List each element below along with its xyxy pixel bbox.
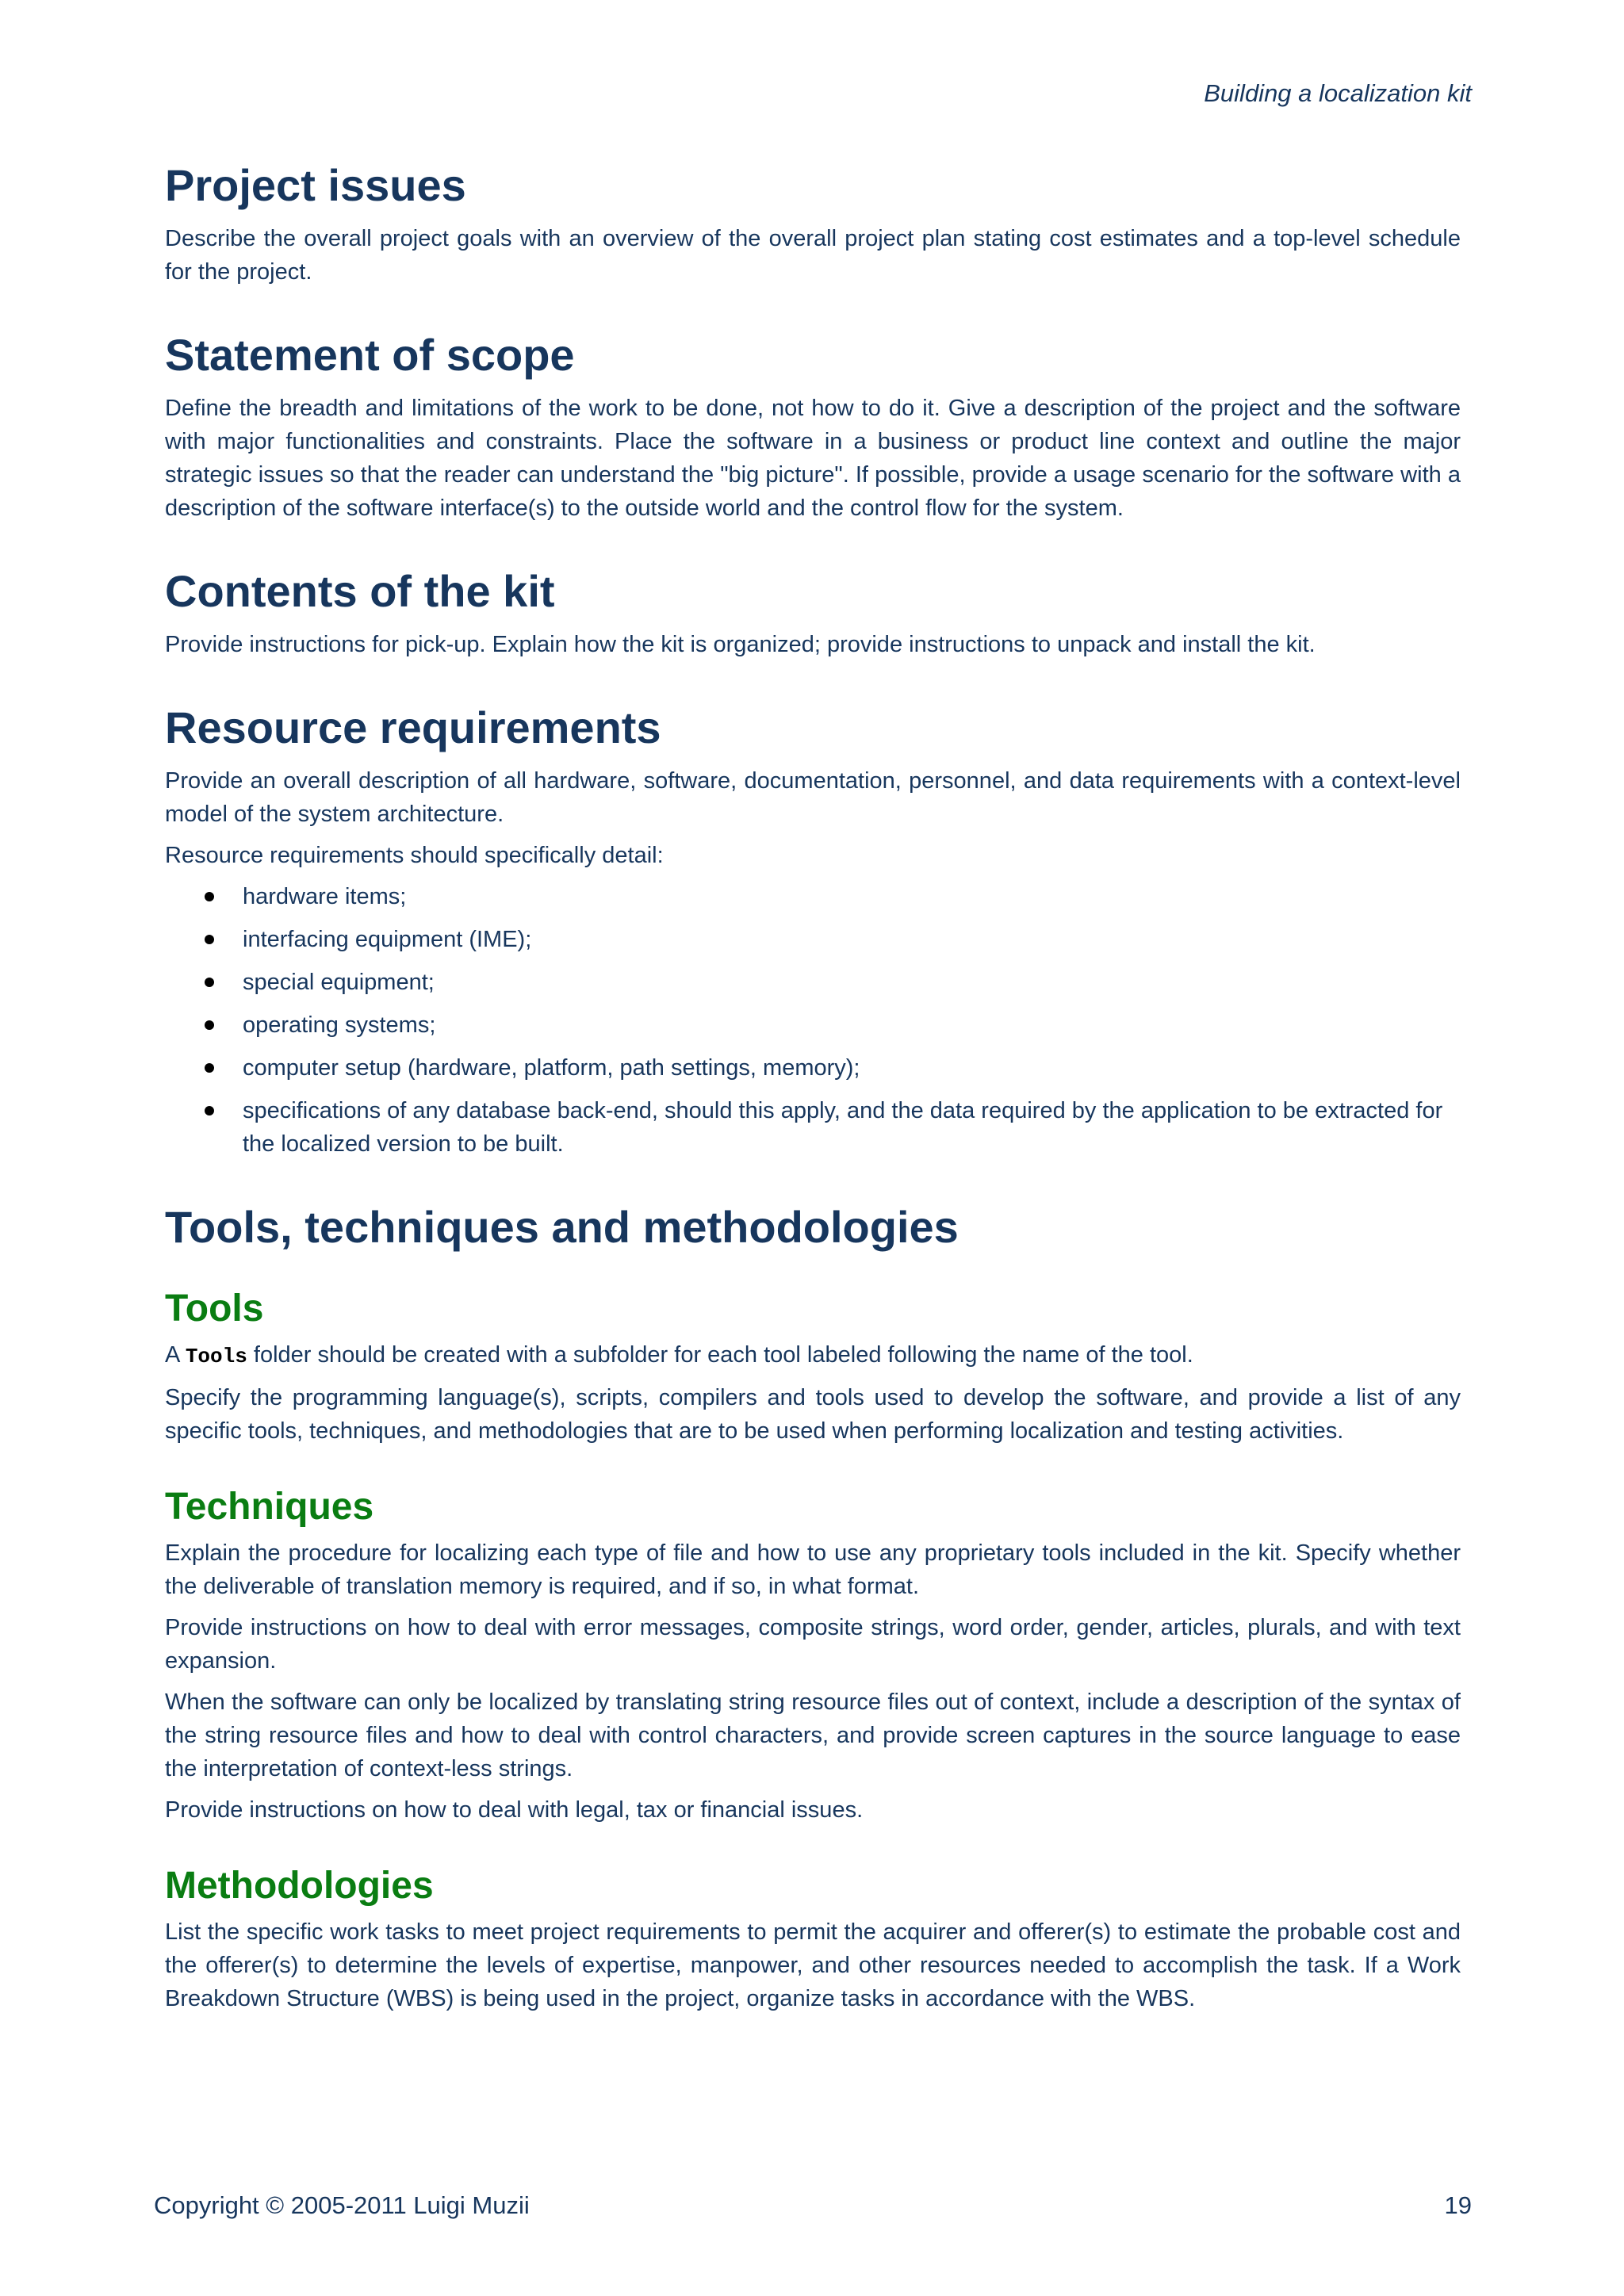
resource-list (165, 880, 1461, 1161)
bullet-icon (205, 1106, 214, 1115)
section-resource-requirements (165, 701, 1461, 1161)
list-item (165, 1094, 1461, 1161)
subsection-methodologies (165, 1863, 1461, 2015)
running-header: Building a localization kit (1204, 79, 1472, 107)
heading-project-issues: Project issues (165, 160, 466, 210)
bullet-icon (205, 978, 214, 987)
paragraph: Provide instructions on how to deal with legal, tax or financial issues. (165, 1797, 864, 1823)
list-item-text: special equipment; (243, 970, 435, 995)
paragraph: Provide instructions on how to deal with error messages, composite strings, word order, gender, articles, plurals, and with text expansion. (165, 1615, 1461, 1674)
paragraph (165, 1338, 1461, 1373)
text-run: folder should be created with a subfolder for each tool labeled following the name of the tool. (247, 1342, 1193, 1368)
paragraph: Provide an overall description of all hardware, software, documentation, personnel, and data requirements with a context-level model of the system architecture. (165, 768, 1461, 827)
paragraph: Explain the procedure for localizing each type of file and how to use any proprietary tools included in the kit. Specify whether the deliverable of translation memory is required, and if so, in what format. (165, 1540, 1461, 1599)
list-item-text: computer setup (hardware, platform, path settings, memory); (243, 1055, 860, 1081)
subsection-tools (165, 1286, 1461, 1448)
paragraph: List the specific work tasks to meet project requirements to permit the acquirer and offerer(s) to estimate the probable cost and the offerer(s) to determine the levels of expertise, manpower, and other resources needed to accomplish the task. If a Work Breakdown Structure (WBS) is being used in the project, organize tasks in accordance with the WBS. (165, 1919, 1461, 2011)
section-project-issues (165, 159, 1461, 289)
section-contents-of-kit (165, 564, 1461, 661)
list-item (165, 1008, 1461, 1042)
bullet-icon (205, 1063, 214, 1073)
list-item (165, 966, 1461, 999)
subsection-techniques (165, 1484, 1461, 1827)
footer-copyright: Copyright © 2005-2011 Luigi Muzii (154, 2191, 530, 2219)
heading-contents-of-kit: Contents of the kit (165, 566, 555, 616)
text-run: A (165, 1342, 186, 1368)
page-number: 19 (1444, 2191, 1472, 2219)
section-statement-of-scope (165, 328, 1461, 525)
list-item-text: interfacing equipment (IME); (243, 927, 532, 952)
heading-statement-of-scope: Statement of scope (165, 330, 575, 380)
paragraph: When the software can only be localized by translating string resource files out of context, include a description of the syntax of the string resource files and how to deal with control characters, and provide screen captures in the source language to ease the interpretation of context-less strings. (165, 1689, 1461, 1781)
heading-tools-techniques: Tools, techniques and methodologies (165, 1202, 959, 1252)
list-item-text: operating systems; (243, 1012, 436, 1038)
paragraph: Resource requirements should specifically detail: (165, 843, 664, 868)
list-item (165, 923, 1461, 956)
section-tools-techniques (165, 1200, 1461, 1254)
bullet-icon (205, 935, 214, 944)
paragraph: Describe the overall project goals with an overview of the overall project plan stating cost estimates and a top-level schedule for the project. (165, 226, 1461, 285)
paragraph: Provide instructions for pick-up. Explain how the kit is organized; provide instructions to unpack and install the kit. (165, 632, 1316, 657)
paragraph: Define the breadth and limitations of the work to be done, not how to do it. Give a description of the project and the software with major functionalities and constraints. Place the software in a business or product line context and outline the major strategic issues so that the reader can understand the "big picture". If possible, provide a usage scenario for the software with a description of the software interface(s) to the outside world and the control flow for the system. (165, 396, 1461, 521)
list-item (165, 880, 1461, 913)
list-item (165, 1051, 1461, 1085)
paragraph: Specify the programming language(s), scripts, compilers and tools used to develop the software, and provide a list of any specific tools, techniques, and methodologies that are to be used when performing localization and testing activities. (165, 1385, 1461, 1444)
bullet-icon (205, 892, 214, 901)
bullet-icon (205, 1020, 214, 1030)
page-content (165, 159, 1461, 2052)
list-item-text: hardware items; (243, 884, 407, 909)
inline-code: Tools (185, 1345, 247, 1368)
heading-methodologies: Methodologies (165, 1865, 434, 1907)
heading-tools: Tools (165, 1288, 264, 1330)
list-item-text: specifications of any database back-end, should this apply, and the data required by the application to be extracted for the localized version to be built. (243, 1098, 1443, 1157)
heading-resource-requirements: Resource requirements (165, 702, 661, 752)
heading-techniques: Techniques (165, 1486, 374, 1528)
